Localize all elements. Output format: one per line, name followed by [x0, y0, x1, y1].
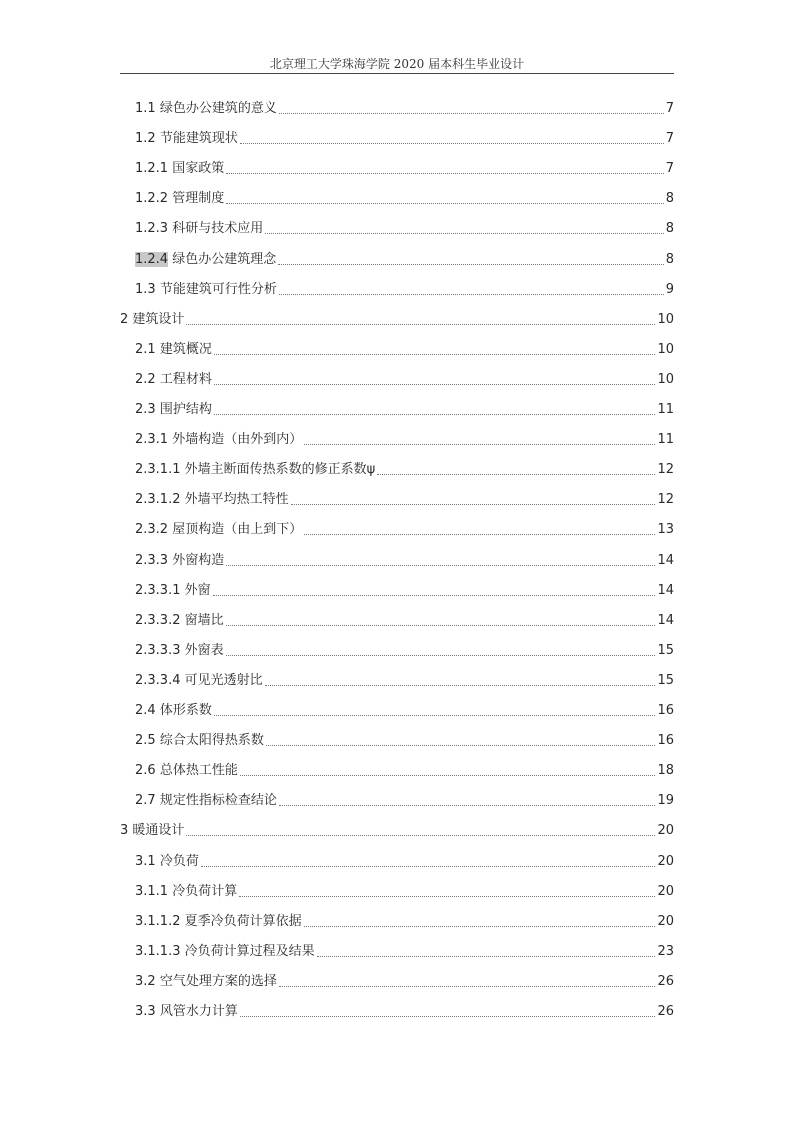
toc-entry-label	[135, 131, 238, 147]
toc-entry-title: 管理制度	[172, 191, 225, 207]
toc-entry[interactable]	[135, 636, 674, 666]
toc-entry-label	[135, 372, 212, 388]
toc-leader-dots	[265, 232, 663, 234]
toc-page-number: 12	[657, 492, 674, 508]
toc-entry[interactable]	[135, 335, 674, 365]
toc-entry-number: 2.3.3	[135, 552, 169, 568]
toc-entry-label	[135, 613, 224, 629]
toc-entry-title: 建筑设计	[132, 311, 185, 327]
toc-entry-label	[135, 583, 211, 599]
toc-leader-dots	[278, 263, 663, 265]
toc-entry[interactable]	[135, 997, 674, 1027]
toc-leader-dots	[291, 503, 656, 505]
toc-page-number: 15	[657, 642, 674, 658]
toc-entry-number: 2.3.3.1	[135, 582, 181, 598]
toc-page-number: 20	[657, 823, 674, 839]
toc-entry-label	[135, 342, 212, 358]
toc-entry-label	[135, 282, 277, 298]
toc-entry-label	[135, 221, 263, 237]
toc-leader-dots	[317, 955, 656, 957]
toc-leader-dots	[279, 112, 664, 114]
toc-entry[interactable]	[135, 455, 674, 485]
toc-leader-dots	[213, 594, 656, 596]
toc-page-number: 16	[657, 703, 674, 718]
toc-entry[interactable]	[135, 546, 674, 576]
toc-leader-dots	[214, 413, 656, 415]
toc-entry[interactable]	[135, 245, 674, 275]
toc-page-number: 26	[657, 1004, 674, 1019]
toc-entry-number: 2.1	[135, 341, 156, 357]
toc-leader-dots	[214, 714, 656, 716]
toc-entry-number: 2.3.3.2	[135, 612, 181, 628]
toc-entry-number: 2.3.1	[135, 432, 169, 448]
toc-entry-number: 3	[120, 823, 129, 839]
toc-entry[interactable]	[135, 786, 674, 816]
toc-entry[interactable]	[135, 907, 674, 937]
toc-entry-title: 绿色办公建筑理念	[172, 251, 277, 267]
toc-leader-dots	[201, 865, 656, 867]
toc-page-number: 9	[665, 281, 674, 297]
toc-entry-label	[135, 1004, 238, 1020]
toc-leader-dots	[240, 1015, 656, 1017]
toc-entry[interactable]	[135, 877, 674, 907]
toc-entry-title: 总体热工性能	[159, 763, 238, 779]
toc-leader-dots	[239, 895, 655, 897]
toc-entry-title: 暖通设计	[132, 823, 185, 839]
toc-entry-title: 节能建筑可行性分析	[159, 281, 277, 297]
toc-leader-dots	[214, 353, 656, 355]
toc-entry-number: 2.3.2	[135, 522, 169, 538]
toc-entry-title: 体形系数	[159, 703, 212, 718]
toc-entry[interactable]	[135, 124, 674, 154]
toc-entry-title: 规定性指标检查结论	[159, 793, 277, 809]
toc-entry[interactable]	[135, 485, 674, 515]
toc-leader-dots	[265, 684, 656, 686]
toc-entry-title: 冷负荷计算	[172, 883, 238, 899]
toc-entry-label	[135, 673, 263, 689]
toc-leader-dots	[226, 172, 663, 174]
toc-page-number: 14	[657, 552, 674, 568]
toc-entry-number: 2.3.1.2	[135, 492, 181, 508]
toc-leader-dots	[304, 533, 655, 535]
toc-page-number: 23	[657, 943, 674, 959]
toc-entry[interactable]	[135, 967, 674, 997]
toc-entry-label	[135, 252, 276, 268]
toc-page-number: 8	[665, 221, 674, 237]
toc-leader-dots	[226, 564, 655, 566]
toc-entry[interactable]	[135, 726, 674, 756]
toc-page-number: 26	[657, 973, 674, 989]
toc-entry-title: 冷负荷计算过程及结果	[184, 943, 315, 959]
toc-entry-title: 屋顶构造（由上到下）	[172, 522, 303, 538]
toc-entry-title: 节能建筑现状	[159, 131, 238, 147]
toc-entry-number: 1.2	[135, 131, 156, 147]
toc-page-number: 14	[657, 612, 674, 628]
toc-entry[interactable]	[135, 154, 674, 184]
toc-entry-number: 2.3.1.1	[135, 462, 181, 478]
toc-entry-label	[135, 432, 302, 448]
toc-entry-label	[120, 823, 184, 839]
toc-page-number: 11	[657, 402, 674, 417]
toc-entry[interactable]	[135, 937, 674, 967]
toc-page-number: 20	[657, 853, 674, 869]
toc-entry[interactable]	[135, 425, 674, 455]
toc-entry-label	[135, 944, 315, 960]
toc-leader-dots	[279, 804, 656, 806]
toc-entry-number: 2.7	[135, 793, 156, 809]
toc-entry[interactable]	[135, 576, 674, 606]
toc-entry-number: 1.2.1	[135, 161, 169, 177]
toc-entry-label	[135, 763, 238, 779]
toc-entry-title: 夏季冷负荷计算依据	[184, 913, 302, 929]
toc-page-number: 19	[657, 793, 674, 809]
toc-entry-number: 1.2.2	[135, 191, 169, 207]
toc-entry-number: 3.1.1.3	[135, 943, 181, 959]
toc-entry[interactable]	[135, 395, 674, 425]
toc-page-number: 13	[657, 522, 674, 538]
toc-leader-dots	[226, 202, 663, 204]
toc-entry-label	[120, 312, 184, 328]
toc-leader-dots	[266, 744, 656, 746]
toc-entry-number: 2.3.3.4	[135, 672, 181, 688]
toc-entry-label	[135, 793, 277, 809]
toc-leader-dots	[226, 624, 656, 626]
toc-entry-title: 外墙平均热工特性	[184, 492, 289, 508]
toc-entry-number: 2.6	[135, 763, 156, 779]
toc-entry-title: 围护结构	[159, 402, 212, 417]
toc-entry-title: 冷负荷	[159, 853, 199, 869]
toc-page-number: 16	[657, 733, 674, 749]
toc-entry[interactable]	[135, 847, 674, 877]
toc-entry[interactable]	[135, 275, 674, 305]
toc-entry-number: 3.2	[135, 973, 156, 989]
toc-page-number: 11	[657, 432, 674, 448]
toc-page-number: 10	[657, 311, 674, 327]
toc-page-number: 20	[657, 913, 674, 929]
header-rule	[120, 73, 674, 74]
toc-entry-title: 空气处理方案的选择	[159, 973, 277, 989]
toc-entry-label	[135, 553, 224, 569]
toc-page-number: 7	[665, 101, 674, 116]
toc-entry-title: 外墙构造（由外到内）	[172, 432, 303, 448]
toc-leader-dots	[226, 654, 656, 656]
toc-page-number: 10	[657, 341, 674, 357]
toc-entry-title: 综合太阳得热系数	[159, 733, 264, 749]
toc-entry-title: 外窗表	[184, 642, 224, 658]
toc-entry-title: 科研与技术应用	[172, 221, 264, 237]
toc-entry-label	[135, 884, 237, 900]
toc-entry-label	[135, 101, 277, 117]
toc-entry-label	[135, 492, 289, 508]
toc-entry-title: 绿色办公建筑的意义	[159, 101, 277, 116]
toc-entry-title: 外墙主断面传热系数的修正系数ψ	[184, 462, 376, 478]
toc-entry-label	[135, 522, 302, 538]
toc-entry-label	[135, 402, 212, 418]
toc-leader-dots	[186, 834, 655, 836]
toc-leader-dots	[240, 142, 664, 144]
toc-page-number: 8	[665, 251, 674, 267]
toc-entry-number: 2.5	[135, 733, 156, 749]
toc-entry[interactable]	[135, 214, 674, 244]
toc-entry[interactable]	[135, 515, 674, 545]
toc-entry-label	[135, 462, 375, 478]
toc-page-number: 15	[657, 672, 674, 688]
toc-leader-dots	[304, 443, 655, 445]
toc-entry-label	[135, 191, 224, 207]
toc-page-number: 12	[657, 462, 674, 478]
toc-entry-label	[135, 974, 277, 990]
toc-entry-number: 3.1	[135, 853, 156, 869]
toc-entry[interactable]	[135, 94, 674, 124]
toc-entry-label	[135, 703, 212, 719]
toc-leader-dots	[214, 383, 656, 385]
toc-entry[interactable]	[135, 365, 674, 395]
toc-entry-title: 外窗构造	[172, 552, 225, 568]
toc-entry-number: 3.3	[135, 1004, 156, 1019]
toc-entry-number: 2	[120, 311, 129, 327]
toc-entry[interactable]	[120, 816, 674, 846]
toc-entry-title: 国家政策	[172, 161, 225, 177]
toc-entry[interactable]	[135, 756, 674, 786]
toc-leader-dots	[279, 985, 656, 987]
toc-entry-number: 1.2.4	[135, 251, 169, 267]
toc-page-number: 20	[657, 883, 674, 899]
toc-entry-number: 2.4	[135, 703, 156, 718]
toc-entry-title: 外窗	[184, 582, 211, 598]
toc-entry-number: 1.1	[135, 101, 156, 116]
toc-entry-number: 2.3	[135, 402, 156, 417]
toc-page-number: 7	[665, 161, 674, 177]
toc-entry-number: 2.3.3.3	[135, 642, 181, 658]
toc-entry-label	[135, 161, 224, 177]
toc-page-number: 7	[665, 131, 674, 147]
toc-leader-dots	[240, 774, 656, 776]
toc-entry[interactable]	[135, 696, 674, 726]
toc-entry-title: 工程材料	[159, 371, 212, 387]
toc-entry-number: 2.2	[135, 371, 156, 387]
toc-entry-number: 1.2.3	[135, 221, 169, 237]
toc-entry[interactable]	[135, 666, 674, 696]
toc-entry-title: 风管水力计算	[159, 1004, 238, 1019]
toc-entry-label	[135, 643, 224, 659]
page-header: 北京理工大学珠海学院 2020 届本科生毕业设计	[269, 57, 525, 71]
toc-entry-title: 可见光透射比	[184, 672, 263, 688]
toc-entry-label	[135, 854, 199, 870]
toc-leader-dots	[279, 293, 664, 295]
toc-page-number: 14	[657, 582, 674, 598]
toc-entry[interactable]	[135, 606, 674, 636]
toc-page-number: 8	[665, 191, 674, 207]
toc-leader-dots	[304, 925, 656, 927]
toc-entry-title: 窗墙比	[184, 612, 224, 628]
toc-page-number: 10	[657, 371, 674, 387]
toc-entry-number: 3.1.1	[135, 883, 169, 899]
toc-leader-dots	[377, 473, 655, 475]
toc-entry[interactable]	[120, 305, 674, 335]
toc-entry-label	[135, 733, 264, 749]
toc-entry[interactable]	[135, 184, 674, 214]
toc-entry-title: 建筑概况	[159, 341, 212, 357]
toc-leader-dots	[186, 323, 655, 325]
toc-entry-label	[135, 914, 302, 930]
toc-entry-number: 3.1.1.2	[135, 913, 181, 929]
toc-entry-number: 1.3	[135, 281, 156, 297]
toc-page-number: 18	[657, 763, 674, 779]
